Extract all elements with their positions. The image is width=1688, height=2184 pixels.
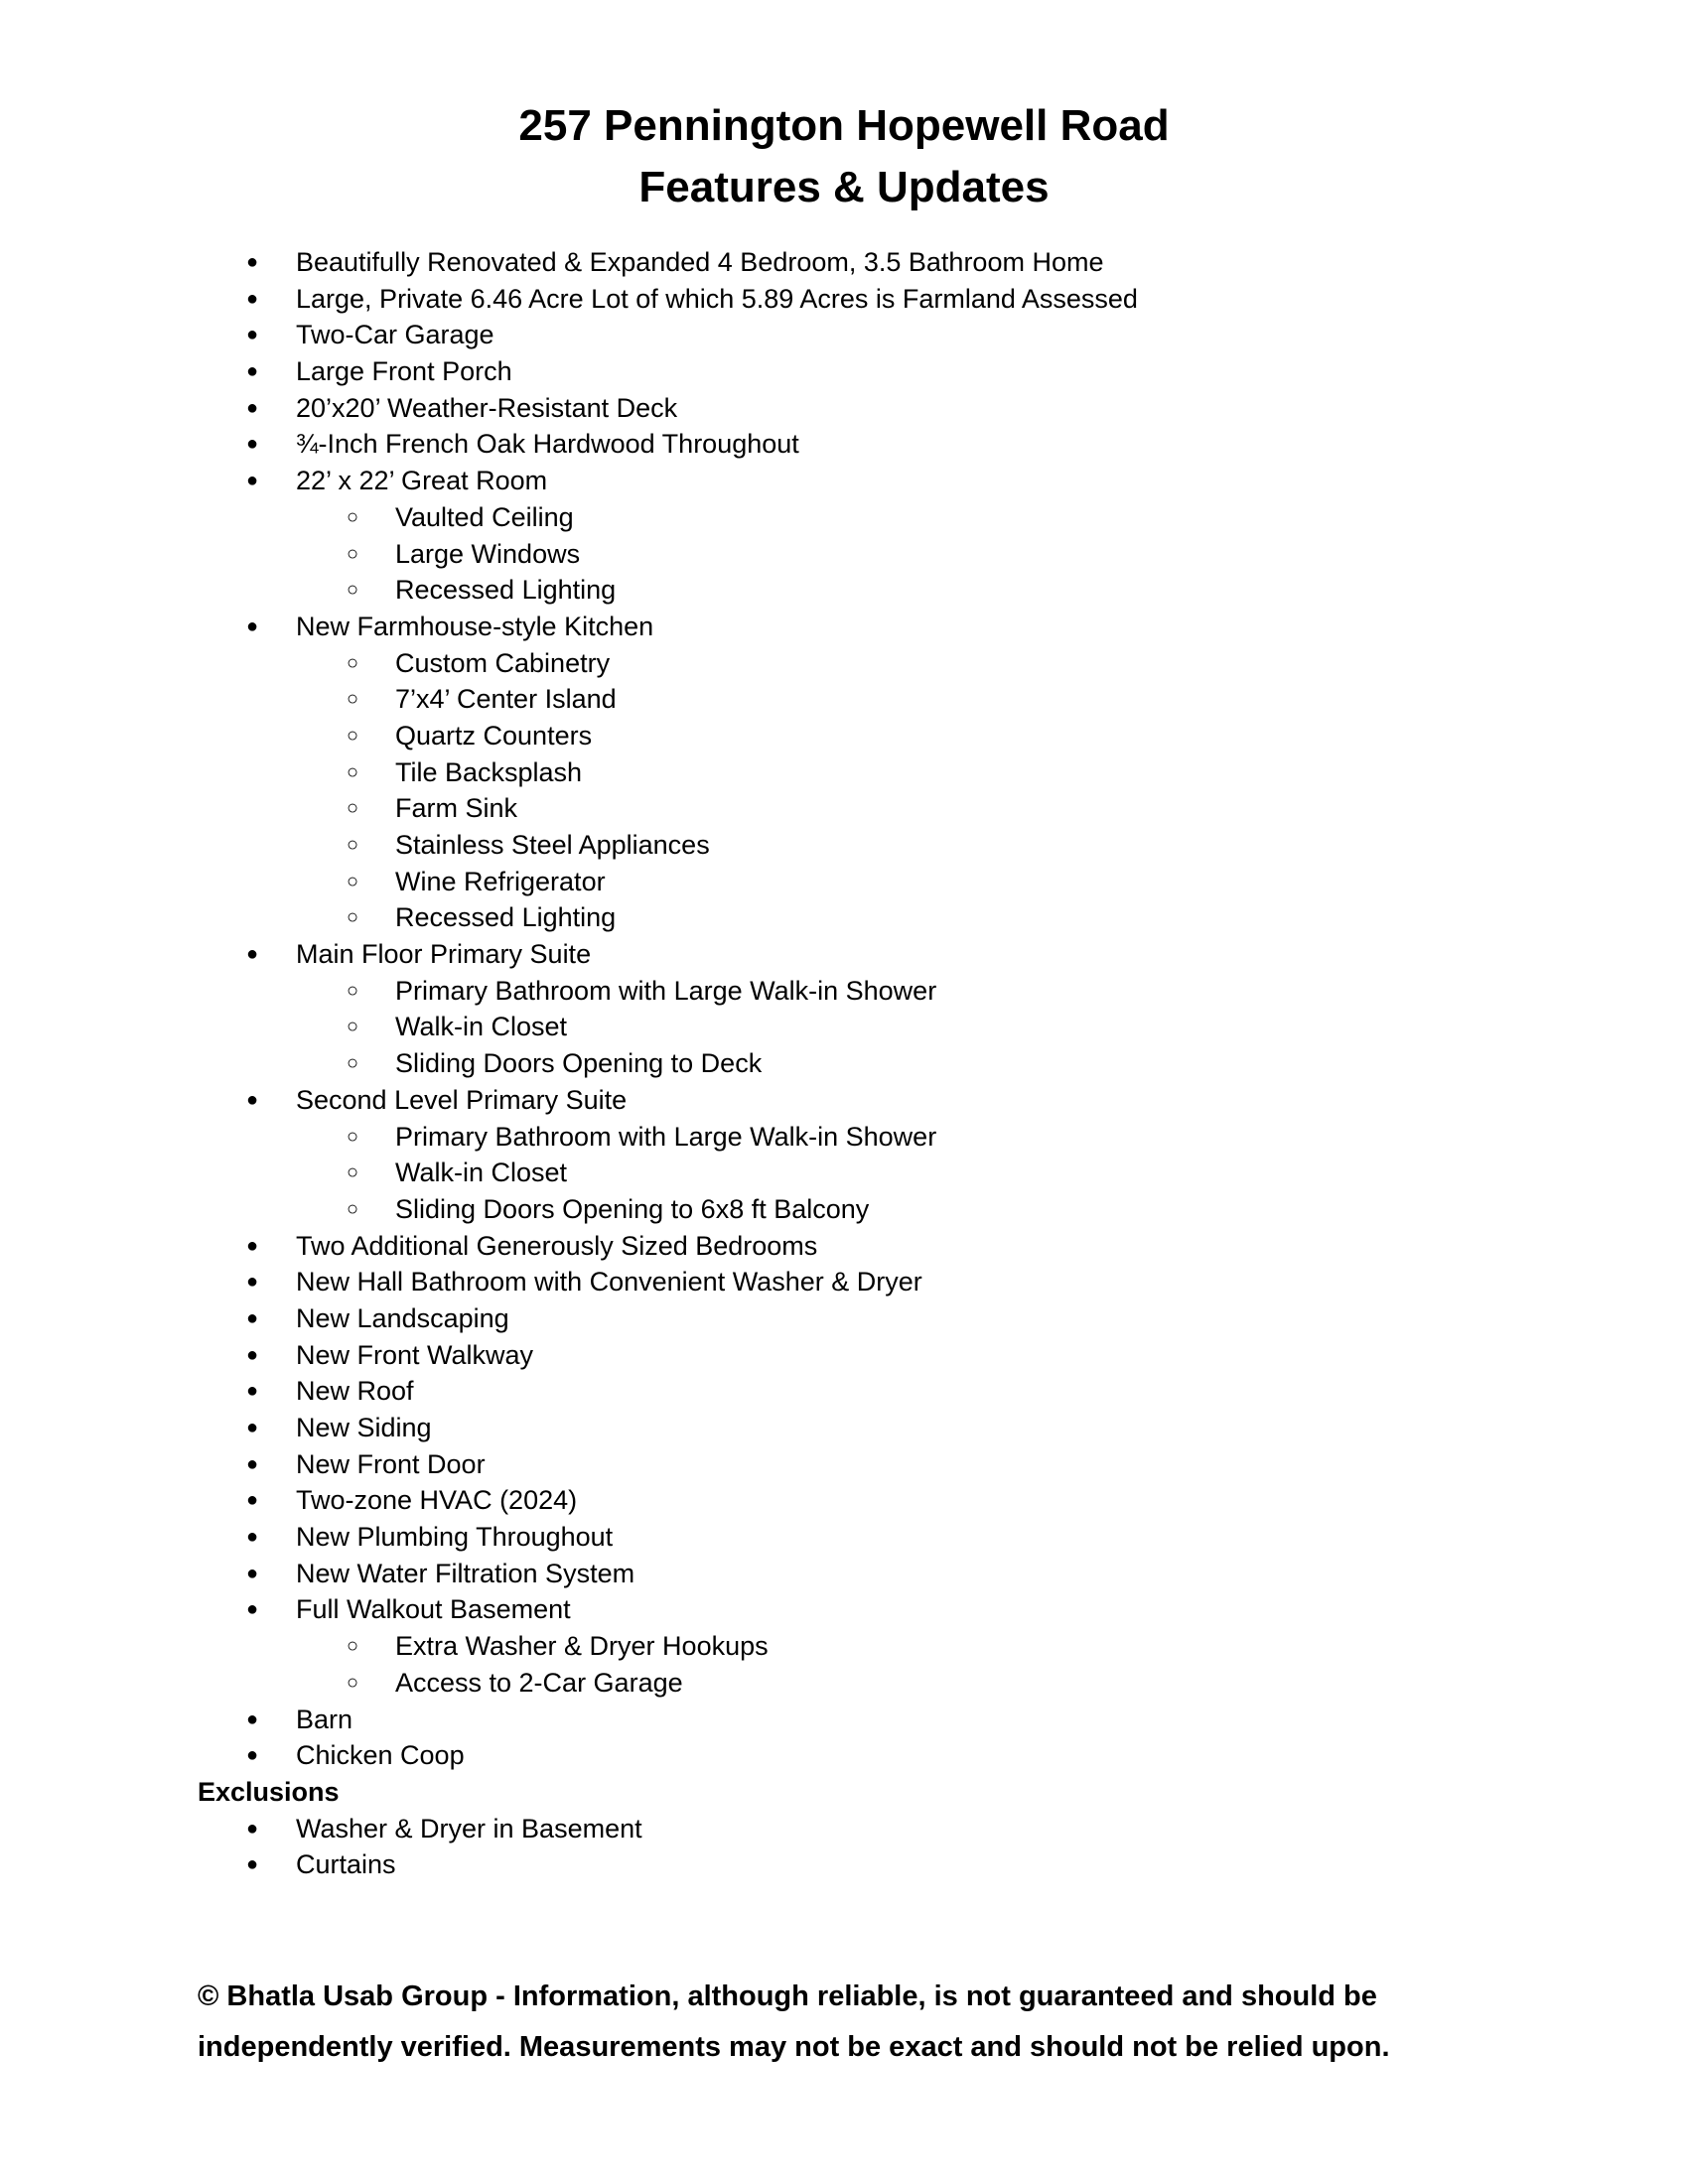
list-item-text: Beautifully Renovated & Expanded 4 Bedroom, 3.5 Bathroom Home	[296, 247, 1104, 277]
list-item	[0, 281, 1688, 318]
list-item-text: New Farmhouse-style Kitchen	[296, 611, 654, 641]
list-item-text: Two-Car Garage	[296, 320, 494, 350]
list-item-text: Extra Washer & Dryer Hookups	[395, 1631, 769, 1662]
list-item-text: New Roof	[296, 1376, 414, 1407]
hollow-bullet-icon: ○	[347, 797, 359, 820]
hollow-bullet-icon: ○	[347, 579, 359, 602]
bullet-icon: ●	[246, 360, 259, 383]
list-item	[0, 353, 1688, 390]
bullet-icon: ●	[246, 1707, 259, 1730]
list-item	[0, 1337, 1688, 1374]
list-item-text: Custom Cabinetry	[395, 647, 611, 678]
list-item-text: Walk-in Closet	[395, 1158, 568, 1188]
bullet-icon: ●	[246, 1380, 259, 1403]
bullet-icon: ●	[246, 1088, 259, 1111]
list-item	[0, 1811, 1688, 1847]
bullet-icon: ●	[246, 614, 259, 637]
list-item	[0, 1446, 1688, 1483]
hollow-bullet-icon: ○	[347, 1197, 359, 1220]
sub-list-item	[0, 1155, 1688, 1191]
hollow-bullet-icon: ○	[347, 505, 359, 528]
list-item-text: Large Windows	[395, 538, 581, 569]
sub-list-item	[0, 681, 1688, 718]
sub-list-item	[0, 754, 1688, 791]
sub-list-item	[0, 790, 1688, 827]
hollow-bullet-icon: ○	[347, 1052, 359, 1075]
bullet-icon: ●	[246, 1452, 259, 1475]
hollow-bullet-icon: ○	[347, 906, 359, 929]
bullet-icon: ●	[246, 943, 259, 966]
bullet-icon: ●	[246, 1417, 259, 1438]
sub-list-item	[0, 499, 1688, 536]
list-item-text: Chicken Coop	[296, 1740, 465, 1771]
sub-list-item	[0, 864, 1688, 900]
list-item	[0, 609, 1688, 645]
list-item-text: New Plumbing Throughout	[296, 1522, 614, 1553]
list-item-text: Tile Backsplash	[395, 756, 583, 787]
sub-list-item	[0, 1045, 1688, 1082]
list-item-text: 7’x4’ Center Island	[395, 684, 617, 715]
bullet-icon: ●	[246, 470, 259, 492]
hollow-bullet-icon: ○	[347, 1016, 359, 1038]
list-item-text: Recessed Lighting	[395, 575, 617, 606]
list-item	[0, 1373, 1688, 1410]
bullet-icon: ●	[246, 1271, 259, 1294]
list-item-text: 22’ x 22’ Great Room	[296, 466, 548, 496]
list-item-text: New Hall Bathroom with Convenient Washer & Dryer	[296, 1267, 922, 1297]
list-item-text: New Siding	[296, 1413, 432, 1442]
list-item	[0, 1264, 1688, 1300]
hollow-bullet-icon: ○	[347, 1635, 359, 1658]
list-item	[0, 1846, 1688, 1883]
list-item	[0, 463, 1688, 499]
list-item	[0, 1702, 1688, 1738]
list-item-text: Second Level Primary Suite	[296, 1084, 628, 1115]
sub-list-item	[0, 718, 1688, 754]
list-item-text: Barn	[296, 1704, 353, 1734]
list-item	[0, 1228, 1688, 1265]
sub-list-item	[0, 645, 1688, 682]
sub-list-item	[0, 1119, 1688, 1156]
list-item	[0, 1082, 1688, 1119]
list-item-text: Primary Bathroom with Large Walk-in Shower	[395, 975, 937, 1006]
hollow-bullet-icon: ○	[347, 834, 359, 856]
hollow-bullet-icon: ○	[347, 542, 359, 565]
bullet-icon: ●	[246, 324, 259, 346]
list-item	[0, 1300, 1688, 1337]
list-item-text: Primary Bathroom with Large Walk-in Shower	[395, 1121, 937, 1152]
sub-list-item	[0, 1009, 1688, 1045]
section-heading-text: Exclusions	[198, 1776, 340, 1807]
document-title	[0, 95, 1688, 218]
list-item-text: Access to 2-Car Garage	[395, 1667, 683, 1698]
list-item-text: Recessed Lighting	[395, 902, 617, 933]
hollow-bullet-icon: ○	[347, 724, 359, 747]
bullet-icon: ●	[246, 1306, 259, 1329]
list-item-text: New Water Filtration System	[296, 1558, 635, 1588]
features-list	[0, 244, 1688, 1883]
sub-list-item	[0, 536, 1688, 573]
sub-list-item	[0, 572, 1688, 609]
list-item-text: New Front Walkway	[296, 1339, 534, 1370]
bullet-icon: ●	[246, 1234, 259, 1257]
list-item-text: New Front Door	[296, 1448, 486, 1479]
bullet-icon: ●	[246, 1526, 259, 1549]
bullet-icon: ●	[246, 433, 259, 456]
list-item	[0, 426, 1688, 463]
list-item-text: Large Front Porch	[296, 356, 512, 387]
sub-list-item	[0, 899, 1688, 936]
hollow-bullet-icon: ○	[347, 688, 359, 711]
bullet-icon: ●	[246, 1744, 259, 1767]
title-subtitle: Features & Updates	[638, 163, 1050, 211]
hollow-bullet-icon: ○	[347, 1161, 359, 1184]
hollow-bullet-icon: ○	[347, 979, 359, 1002]
list-item	[0, 317, 1688, 353]
exclusions-heading	[0, 1774, 1688, 1811]
list-item-text: Quartz Counters	[395, 720, 593, 751]
sub-list-item	[0, 827, 1688, 864]
list-item-text: Main Floor Primary Suite	[296, 939, 592, 970]
list-item-text: Sliding Doors Opening to Deck	[395, 1048, 763, 1079]
list-item-text: Two-zone HVAC (2024)	[296, 1485, 578, 1516]
list-item	[0, 936, 1688, 973]
list-item-text: Two Additional Generously Sized Bedrooms	[296, 1230, 818, 1261]
sub-list-item	[0, 1665, 1688, 1702]
disclaimer-line: independently verified. Measurements may not be exact and should not be relied upon.	[198, 2031, 1390, 2063]
list-item	[0, 1737, 1688, 1774]
list-item-text: Curtains	[296, 1849, 396, 1880]
bullet-icon: ●	[246, 287, 259, 310]
list-item-text: Farm Sink	[395, 793, 518, 824]
list-item	[0, 1556, 1688, 1592]
sub-list-item	[0, 1191, 1688, 1228]
list-item-text: ¾-Inch French Oak Hardwood Throughout	[296, 429, 799, 460]
list-item-text: Stainless Steel Appliances	[395, 830, 710, 860]
bullet-icon: ●	[246, 396, 259, 419]
list-item-text: Washer & Dryer in Basement	[296, 1813, 642, 1843]
list-item-text: Sliding Doors Opening to 6x8 ft Balcony	[395, 1193, 870, 1224]
list-item	[0, 1410, 1688, 1446]
list-item	[0, 1519, 1688, 1556]
bullet-icon: ●	[246, 1343, 259, 1366]
hollow-bullet-icon: ○	[347, 1671, 359, 1694]
bullet-icon: ●	[246, 251, 259, 273]
list-item-text: Full Walkout Basement	[296, 1594, 571, 1625]
bullet-icon: ●	[246, 1562, 259, 1584]
bullet-icon: ●	[246, 1817, 259, 1840]
list-item-text: Wine Refrigerator	[395, 866, 606, 896]
list-item-text: Large, Private 6.46 Acre Lot of which 5.89 Acres is Farmland Assessed	[296, 283, 1138, 314]
list-item	[0, 390, 1688, 427]
title-address: 257 Pennington Hopewell Road	[518, 101, 1170, 150]
sub-list-item	[0, 973, 1688, 1010]
bullet-icon: ●	[246, 1598, 259, 1621]
list-item-text: Walk-in Closet	[395, 1012, 568, 1042]
bullet-icon: ●	[246, 1489, 259, 1512]
hollow-bullet-icon: ○	[347, 760, 359, 783]
list-item	[0, 244, 1688, 281]
hollow-bullet-icon: ○	[347, 651, 359, 674]
bullet-icon: ●	[246, 1853, 259, 1876]
list-item	[0, 1482, 1688, 1519]
disclaimer-line: © Bhatla Usab Group - Information, although reliable, is not guaranteed and should be	[198, 1980, 1377, 2012]
list-item-text: New Landscaping	[296, 1302, 509, 1333]
hollow-bullet-icon: ○	[347, 1125, 359, 1148]
disclaimer	[198, 1972, 1488, 2073]
list-item-text: 20’x20’ Weather-Resistant Deck	[296, 392, 678, 423]
hollow-bullet-icon: ○	[347, 870, 359, 892]
list-item	[0, 1591, 1688, 1628]
list-item-text: Vaulted Ceiling	[395, 501, 574, 532]
sub-list-item	[0, 1628, 1688, 1665]
